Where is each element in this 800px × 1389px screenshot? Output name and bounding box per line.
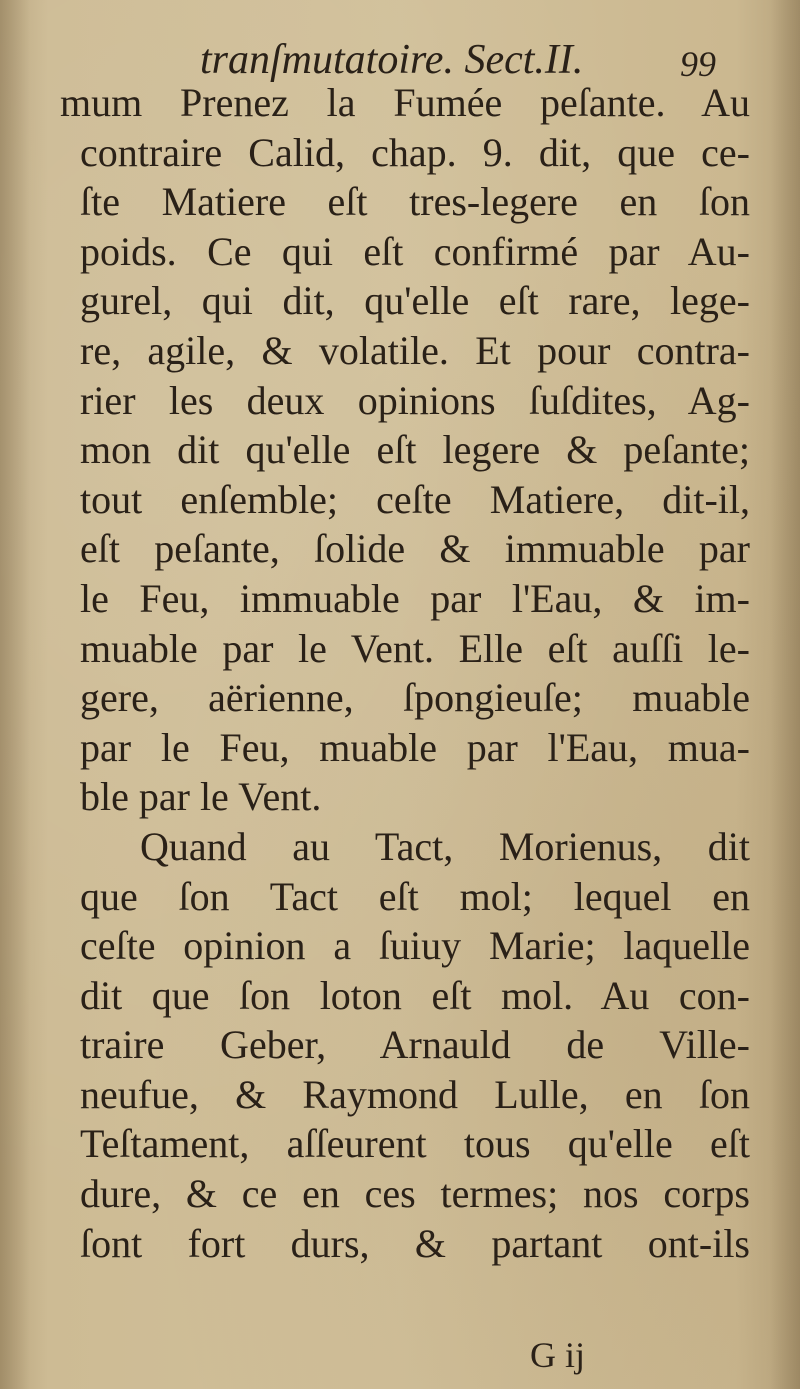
page-number: 99 <box>680 44 716 84</box>
text-line: tout enſemble; ceſte Matiere, dit-il, <box>80 476 750 522</box>
text-line: re, agile, & volatile. Et pour contra- <box>80 327 750 373</box>
text-line: mum Prenez la Fumée peſante. Au <box>60 80 750 125</box>
text-line: dit que ſon loton eſt mol. Au con- <box>80 972 750 1018</box>
text-line: gurel, qui dit, qu'elle eſt rare, lege- <box>80 278 750 324</box>
text-line: rier les deux opinions ſuſdites, Ag- <box>80 377 750 423</box>
page-edge-right <box>770 0 800 1389</box>
text-line: traire Geber, Arnauld de Ville- <box>80 1022 750 1068</box>
text-line: ble par le Vent. <box>80 774 322 820</box>
running-head: tranſmutatoire. Sect.II. <box>200 37 584 83</box>
text-line: contraire Calid, chap. 9. dit, que ce- <box>80 129 750 175</box>
text-line: mon dit qu'elle eſt legere & peſante; <box>80 427 750 473</box>
text-line: Teſtament, aſſeurent tous qu'elle eſt <box>80 1121 750 1167</box>
page-footer <box>0 1330 800 1380</box>
page-edge-left <box>0 0 30 1389</box>
text-line: par le Feu, muable par l'Eau, mua- <box>80 724 750 770</box>
text-line: ceſte opinion a ſuiuy Marie; laquelle <box>80 923 750 969</box>
text-line: Quand au Tact, Morienus, dit <box>140 823 750 869</box>
text-line: gere, aërienne, ſpongieuſe; muable <box>80 675 750 721</box>
text-line: que ſon Tact eſt mol; lequel en <box>80 873 750 919</box>
signature-mark: G ij <box>530 1335 586 1375</box>
body-text <box>60 78 750 1268</box>
text-line: ſte Matiere eſt tres-legere en ſon <box>80 179 750 225</box>
text-line: dure, & ce en ces termes; nos corps <box>80 1171 750 1217</box>
text-line: poids. Ce qui eſt confirmé par Au- <box>80 228 750 274</box>
text-line: muable par le Vent. Elle eſt auſſi le- <box>80 625 750 671</box>
text-line: ſont fort durs, & partant ont-ils <box>80 1220 750 1266</box>
text-line: neufue, & Raymond Lulle, en ſon <box>80 1071 750 1117</box>
text-line: eſt peſante, ſolide & immuable par <box>80 526 750 572</box>
text-line: le Feu, immuable par l'Eau, & im- <box>80 575 750 621</box>
